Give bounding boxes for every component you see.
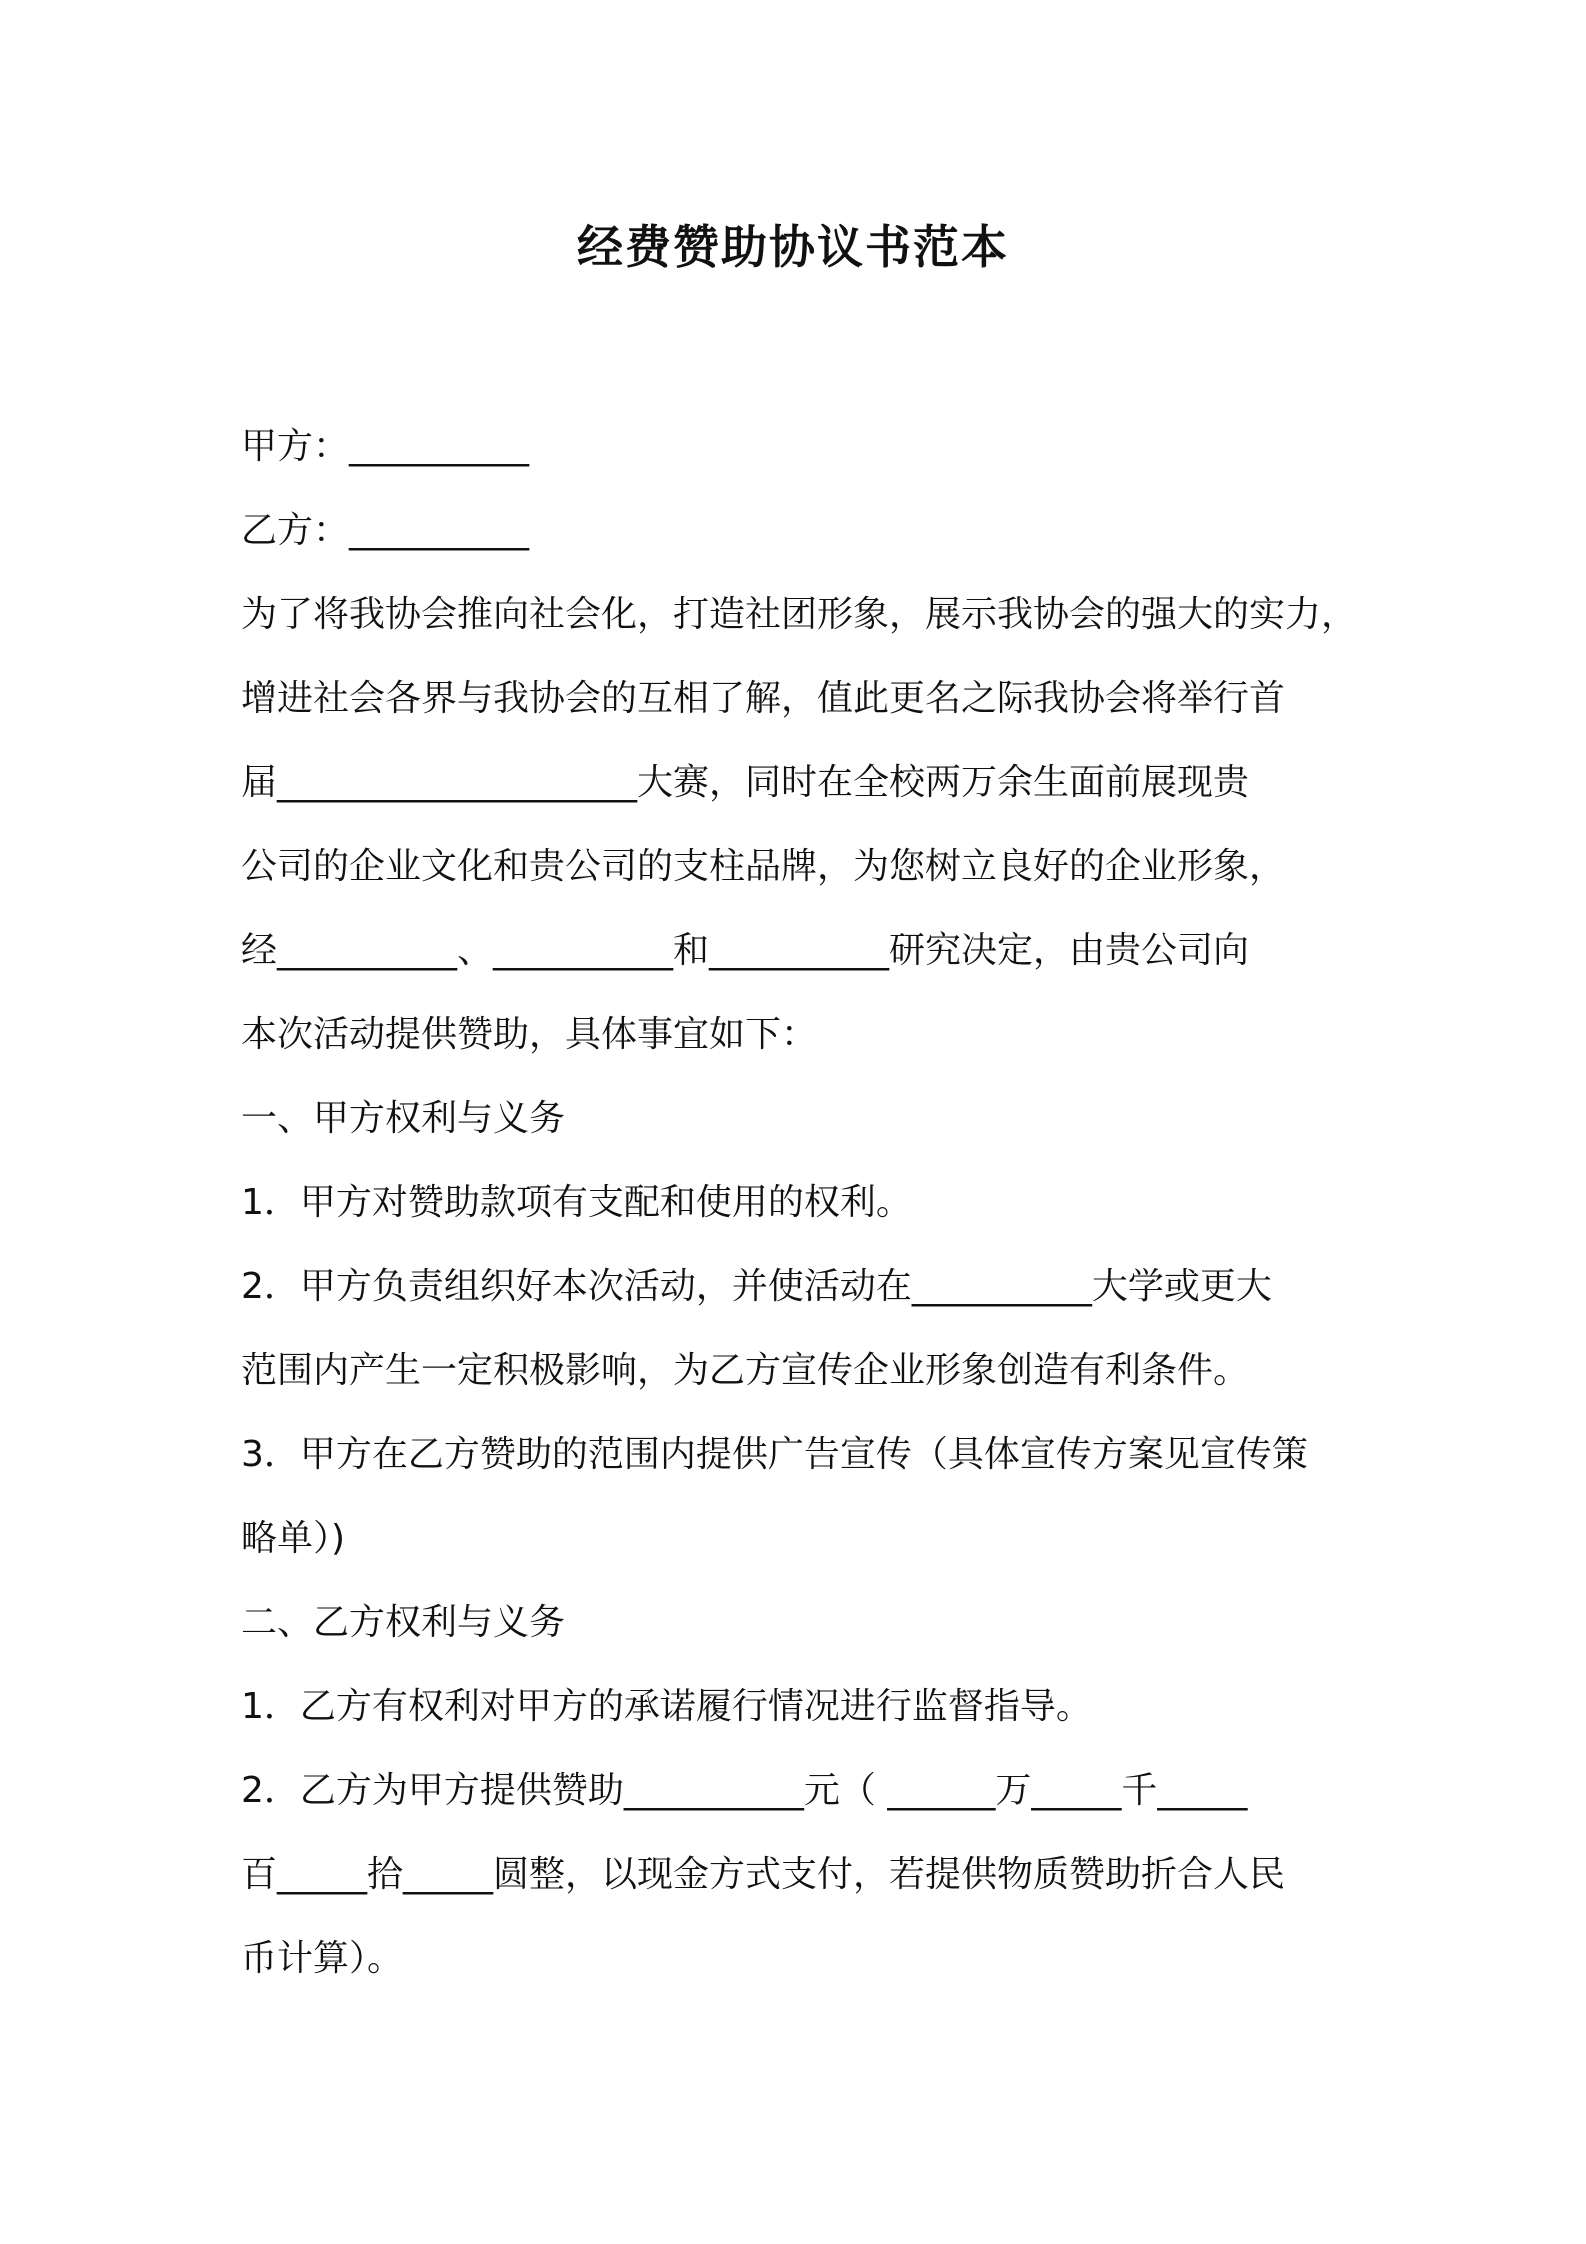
intro-line-3: 届____________________大赛，同时在全校两万余生面前展现贵 <box>241 762 1250 803</box>
party-a-clause-2-line-2: 范围内产生一定积极影响，为乙方宣传企业形象创造有利条件。 <box>241 1350 1250 1391</box>
party-b-line: 乙方：__________ <box>241 510 530 551</box>
party-a-clause-1: 1．甲方对赞助款项有支配和使用的权利。 <box>241 1182 912 1223</box>
intro-line-5: 经__________、__________和__________研究决定，由贵公司向 <box>241 930 1250 971</box>
party-a-clause-3-line-2: 略单）) <box>241 1518 346 1559</box>
party-a-line: 甲方：__________ <box>241 426 530 467</box>
party-a-clause-2-line-1: 2．甲方负责组织好本次活动，并使活动在__________大学或更大 <box>241 1266 1272 1307</box>
intro-line-6: 本次活动提供赞助，具体事宜如下： <box>241 1014 818 1055</box>
section-heading-party-a: 一、甲方权利与义务 <box>241 1098 566 1139</box>
party-b-clause-2-line-3: 币计算）。 <box>241 1938 404 1979</box>
document-title: 经费赞助协议书范本 <box>577 220 1009 274</box>
section-heading-party-b: 二、乙方权利与义务 <box>241 1602 566 1643</box>
document-body <box>241 405 1356 2001</box>
intro-line-1: 为了将我协会推向社会化，打造社团形象，展示我协会的强大的实力， <box>241 594 1358 635</box>
party-b-clause-1: 1．乙方有权利对甲方的承诺履行情况进行监督指导。 <box>241 1686 1092 1727</box>
intro-line-2: 增进社会各界与我协会的互相了解，值此更名之际我协会将举行首 <box>241 678 1286 719</box>
intro-line-4: 公司的企业文化和贵公司的支柱品牌，为您树立良好的企业形象， <box>241 846 1286 887</box>
party-a-clause-3-line-1: 3．甲方在乙方赞助的范围内提供广告宣传（具体宣传方案见宣传策 <box>241 1434 1308 1475</box>
party-b-clause-2-line-2: 百_____拾_____圆整，以现金方式支付，若提供物质赞助折合人民 <box>241 1854 1286 1895</box>
party-b-clause-2-line-1: 2．乙方为甲方提供赞助__________元（ ______万_____千_____ <box>241 1770 1248 1811</box>
